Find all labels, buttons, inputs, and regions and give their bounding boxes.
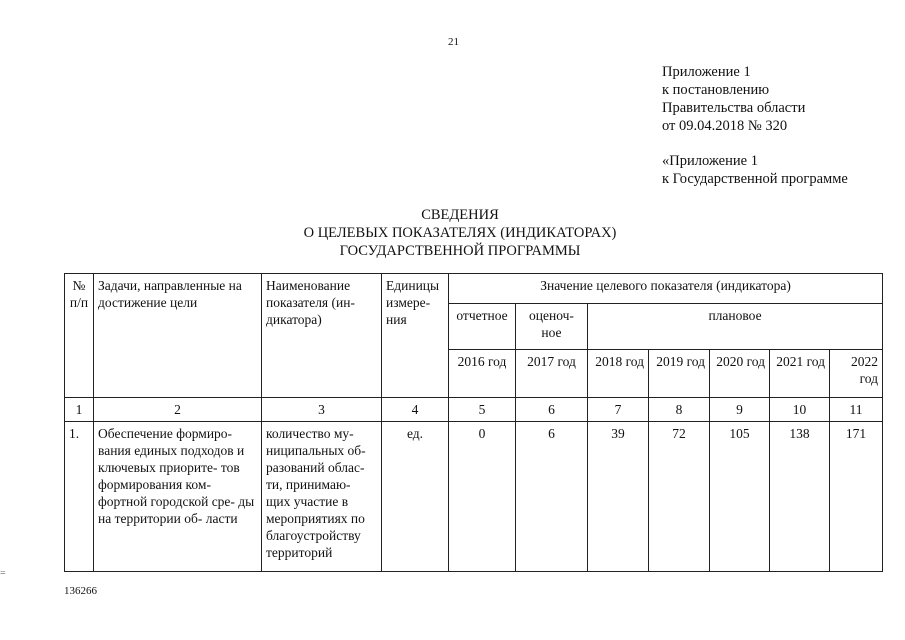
appendix-quote [662, 152, 848, 188]
stray-mark: = [0, 568, 6, 579]
header-reported: отчетное [449, 304, 516, 350]
appendix-quote-line: к Государственной программе [662, 171, 848, 187]
header-row-1 [65, 274, 883, 304]
header-tasks: Задачи, направленные на достижение цели [94, 274, 262, 398]
row-value-2022: 171 [830, 422, 883, 572]
header-estimated: оценоч- ное [516, 304, 588, 350]
appendix-line: Приложение 1 [662, 64, 751, 80]
header-year-2019: 2019 год [649, 350, 710, 398]
title-line: О ЦЕЛЕВЫХ ПОКАЗАТЕЛЯХ (ИНДИКАТОРАХ) [303, 225, 617, 241]
column-number: 2 [94, 398, 262, 422]
appendix-header [662, 63, 805, 135]
row-units: ед. [382, 422, 449, 572]
column-number: 5 [449, 398, 516, 422]
page-number: 21 [448, 36, 459, 48]
column-number: 11 [830, 398, 883, 422]
header-value-group: Значение целевого показателя (индикатора) [449, 274, 883, 304]
appendix-line: Правительства области [662, 100, 806, 116]
column-number: 7 [588, 398, 649, 422]
column-number: 3 [262, 398, 382, 422]
column-number-row [65, 398, 883, 422]
header-planned: плановое [588, 304, 883, 350]
column-number: 10 [770, 398, 830, 422]
header-year-2018: 2018 год [588, 350, 649, 398]
row-value-2020: 105 [710, 422, 770, 572]
row-value-2021: 138 [770, 422, 830, 572]
appendix-line: от 09.04.2018 № 320 [662, 118, 788, 134]
column-number: 8 [649, 398, 710, 422]
table-row [65, 422, 883, 572]
appendix-quote-line: «Приложение 1 [662, 153, 758, 169]
appendix-line: к постановлению [662, 82, 770, 98]
footer-code: 136266 [64, 585, 97, 597]
column-number: 4 [382, 398, 449, 422]
row-value-2016: 0 [449, 422, 516, 572]
header-num: № п/п [65, 274, 94, 398]
header-year-2016: 2016 год [449, 350, 516, 398]
header-indicator: Наименование показателя (ин- дикатора) [262, 274, 382, 398]
row-num: 1. [65, 422, 94, 572]
row-value-2018: 39 [588, 422, 649, 572]
row-indicator: количество му- ниципальных об- разований облас- ти, принимаю- щих участие в мероприятиях по благоустройству территорий [262, 422, 382, 572]
document-title [250, 206, 670, 260]
row-value-2017: 6 [516, 422, 588, 572]
header-year-2020: 2020 год [710, 350, 770, 398]
header-year-2017: 2017 год [516, 350, 588, 398]
column-number: 6 [516, 398, 588, 422]
column-number: 9 [710, 398, 770, 422]
header-units: Единицы измере- ния [382, 274, 449, 398]
column-number: 1 [65, 398, 94, 422]
title-line: ГОСУДАРСТВЕННОЙ ПРОГРАММЫ [339, 243, 581, 259]
header-year-2021: 2021 год [770, 350, 830, 398]
row-value-2019: 72 [649, 422, 710, 572]
title-line: СВЕДЕНИЯ [421, 207, 499, 223]
indicators-table [64, 273, 883, 572]
header-year-2022: 2022 год [830, 350, 883, 398]
row-task: Обеспечение формиро- вания единых подходов и ключевых приорите- тов формирования ком- фортной городской сре- ды на территории об- ласти [94, 422, 262, 572]
